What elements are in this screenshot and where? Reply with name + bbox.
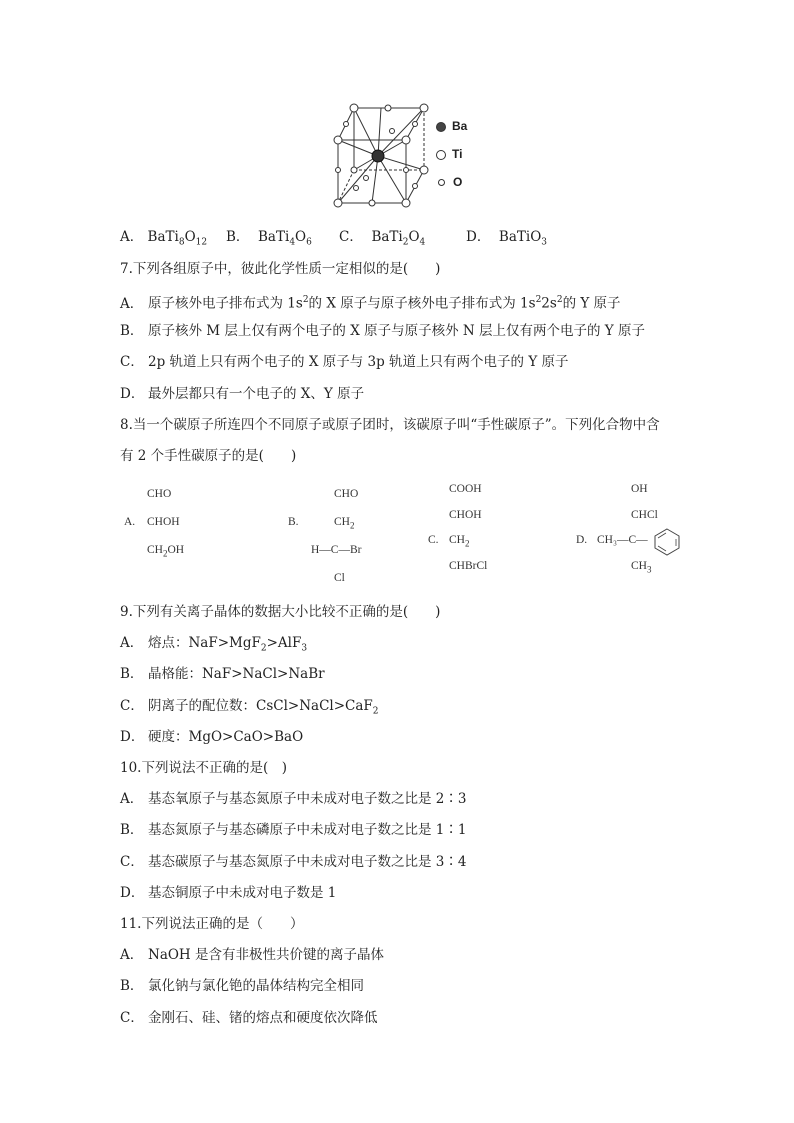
q11-option-c[interactable]: C． 金刚石、硅、锗的熔点和硬度依次降低 (120, 1010, 378, 1026)
q7-title: 7.下列各组原子中，彼此化学性质一定相似的是( ) (120, 261, 441, 277)
q9-option-a[interactable]: A． 熔点：NaF>MgF$_2$>AlF$_3$ (120, 635, 308, 654)
benzene-ring-icon (652, 527, 682, 557)
ba-dot-icon (436, 122, 446, 132)
q9-option-c[interactable]: C． 阴离子的配位数：CsCl>NaCl>CaF$_2$ (120, 698, 379, 717)
legend-o: O (436, 175, 462, 189)
q10-title: 10.下列说法不正确的是( ) (120, 760, 288, 776)
legend-ba: Ba (436, 119, 467, 133)
q6-option-a[interactable]: A． $BaTi_8O_{12}$ (120, 229, 208, 248)
q6-option-c[interactable]: C． $BaTi_2O_4$ (339, 229, 426, 248)
q9-title: 9.下列有关离子晶体的数据大小比较不正确的是( ) (120, 604, 441, 620)
q11-title: 11.下列说法正确的是（ ） (120, 916, 304, 932)
q7-option-a[interactable]: A． 原子核外电子排布式为 $1s^2$的 X 原子与原子核外电子排布式为 $1s^22s^2$的 Y 原子 (120, 295, 621, 312)
q7-option-b[interactable]: B． 原子核外 M 层上仅有两个电子的 X 原子与原子核外 N 层上仅有两个电子的 Y 原子 (120, 323, 645, 339)
q9-option-b[interactable]: B． 晶格能：NaF>NaCl>NaBr (120, 666, 325, 682)
q6-option-b[interactable]: B． $BaTi_4O_6$ (226, 229, 312, 248)
q7-option-c[interactable]: C． 2p 轨道上只有两个电子的 X 原子与 3p 轨道上只有两个电子的 Y 原子 (120, 354, 569, 370)
q11-option-a[interactable]: A． NaOH 是含有非极性共价键的离子晶体 (120, 947, 384, 963)
q9-option-d[interactable]: D． 硬度：MgO>CaO>BaO (120, 729, 304, 745)
q10-option-d[interactable]: D． 基态铜原子中未成对电子数是 1 (120, 885, 337, 901)
q7-option-d[interactable]: D． 最外层都只有一个电子的 X、Y 原子 (120, 386, 365, 402)
q10-option-b[interactable]: B． 基态氮原子与基态磷原子中未成对电子数之比是 1∶1 (120, 822, 467, 838)
q11-option-b[interactable]: B． 氯化钠与氯化铯的晶体结构完全相同 (120, 978, 364, 994)
q8-title-line1: 8.当一个碳原子所连四个不同原子或原子团时，该碳原子叫“手性碳原子”。下列化合物中含 (120, 417, 660, 433)
legend-ti: Ti (436, 147, 462, 161)
ti-dot-icon (436, 150, 446, 160)
q10-option-c[interactable]: C． 基态碳原子与基态氮原子中未成对电子数之比是 3∶4 (120, 854, 467, 870)
o-dot-icon (438, 179, 445, 186)
q10-option-a[interactable]: A． 基态氧原子与基态氮原子中未成对电子数之比是 2∶3 (120, 791, 467, 807)
q8-title-line2: 有 2 个手性碳原子的是( ) (120, 448, 297, 464)
q6-option-d[interactable]: D． BaTiO$_3$ (466, 229, 548, 248)
